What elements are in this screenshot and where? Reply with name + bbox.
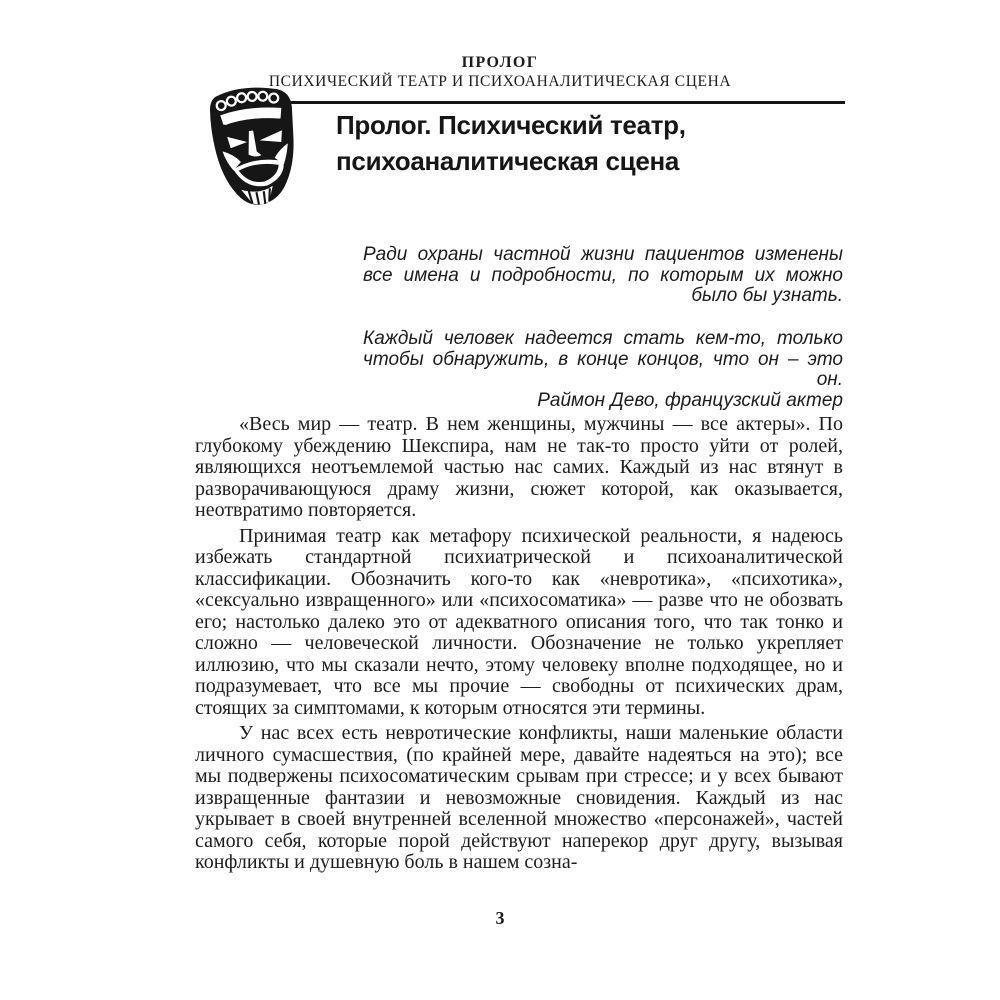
- paragraph-3: У нас всех есть невротические конфликты, наши маленькие области личного сумасшествия, (по крайней мере, давайте надеяться на это); все мы подвержены психосоматическим срывам при стрессе; и у всех бывают извращенные фантазии и невозможные сновидения. Каждый из нас укрывает в своей внутренней вселенной множество «персонажей», частей самого себя, которые порой действуют наперекор друг другу, вызывая конфликты и душевную боль в нашем созна-: [195, 722, 843, 873]
- tragedy-mask-icon: [199, 86, 309, 208]
- epigraph-attribution: Раймон Дево, французский актер: [537, 389, 843, 411]
- header-rule: [240, 101, 845, 104]
- epigraph-quote: [363, 329, 843, 411]
- paragraph-2: Принимая театр как метафору психической реальности, я надеюсь избежать стандартной психиатрической и психоаналитической классификации. Обозначить кого-то как «невротика», «психотика», «сексуально извращенного» или «психосоматика» — разве что не обозвать его; настолько далеко это от адекватного описания того, что так тонко и сложно — человеческой личности. Обозначение не только укрепляет иллюзию, что мы сказали нечто, этому человеку вполне подходящее, но и подразумевает, что все мы прочие — свободны от психических драм, стоящих за симптомами, к которым относятся эти термины.: [195, 524, 843, 719]
- body-text: [195, 414, 843, 878]
- epigraph-text: Ради охраны частной жизни пациентов изменены все имена и подробности, по которым их можно было бы узнать.: [363, 244, 843, 306]
- chapter-title-line2: психоаналитическая сцена: [336, 146, 680, 176]
- paragraph-1: «Весь мир — театр. В нем женщины, мужчины — все актеры». По глубокому убеждению Шекспира, нам не так-то просто уйти от ролей, являющихся неотъемлемой частью нас самих. Каждый из нас втянут в разворачивающуюся драму жизни, сюжет которой, как оказывается, неотвратимо повторяется.: [195, 413, 843, 521]
- epigraph-text: Каждый человек надеется стать кем-то, только чтобы обнаружить, в конце концов, что он – это он.: [363, 328, 843, 390]
- running-head: [0, 54, 1000, 91]
- chapter-title-line1: Пролог. Психический театр,: [336, 110, 686, 140]
- page-number: 3: [495, 908, 505, 928]
- running-head-prologue: ПРОЛОГ: [461, 54, 539, 71]
- running-head-chapter-name: ПСИХИЧЕСКИЙ ТЕАТР И ПСИХОАНАЛИТИЧЕСКАЯ СЦЕНА: [268, 73, 732, 90]
- epigraph-privacy-note: [363, 245, 843, 307]
- chapter-title: [336, 107, 686, 179]
